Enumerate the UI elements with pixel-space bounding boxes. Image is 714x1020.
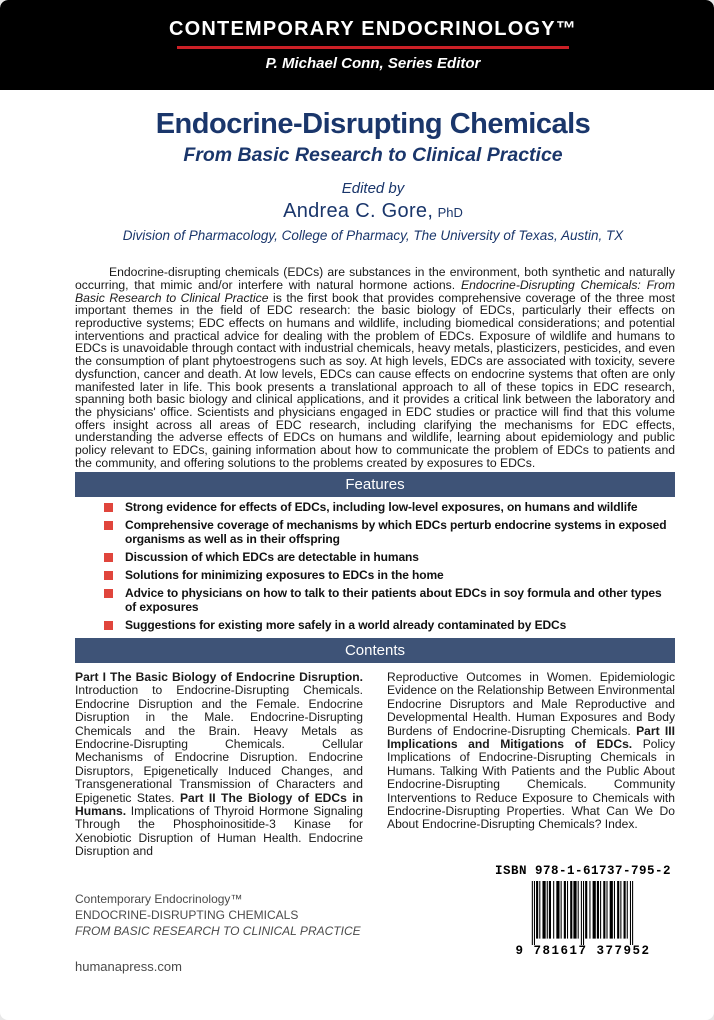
bullet-square-icon [104,553,113,562]
contents-right-column [387,671,675,859]
publisher-website: humanapress.com [75,959,182,974]
text-segment: Endocrine-disrupting chemicals (EDCs) are substances in the environment, both synthetic and naturally occurring, that mimic and/or interfere with natural hormone actions. [75,265,675,292]
editor-name: Andrea C. Gore, [283,200,434,222]
imprint-subtitle-line: FROM BASIC RESEARCH TO CLINICAL PRACTICE [75,924,361,938]
series-header-band [0,0,714,90]
editor-line [32,200,714,223]
feature-item [104,518,669,546]
feature-item [104,568,669,582]
contents-left-column [75,671,363,859]
text-segment: Part III Implications and Mitigations of EDCs. [387,723,675,752]
editor-affiliation: Division of Pharmacology, College of Pharmacy, The University of Texas, Austin, TX [122,228,624,243]
title-block [32,108,714,243]
feature-text: Advice to physicians on how to talk to their patients about EDCs in soy formula and other types of exposures [125,586,662,614]
feature-text: Discussion of which EDCs are detectable in humans [125,550,419,564]
footer-imprint [75,891,361,939]
feature-item [104,550,669,564]
text-segment: is the first book that provides comprehensive coverage of the three most important themes in the field of EDC research: the basic biology of EDCs, particularly their effects on reproductive systems; EDC effects on humans and wildlife, including biomedical considerations; and potential interventions and practical advice for dealing with the problem of EDCs. Exposure of wildlife and humans to EDCs is unavoidable through contact with industrial chemicals, heavy metals, plasticizers, pesticides, and even the consumption of plant phytoestrogens such as soy. At high levels, EDCs are associated with toxicity, severe dysfunction, cancer and death. At low levels, EDCs can cause effects on endocrine systems that often are only manifested later in life. This book presents a translational approach to all of these topics in EDC research, spanning both basic biology and clinical applications, and it provides a critical link between the laboratory and the physicians' office. Scientists and physicians engaged in EDC studies or practice will find that this volume offers insight across all areas of EDC research, including clarifying the mechanisms for EDC effects, understanding the adverse effects of EDCs on humans and wildlife, learning about epidemiology and public policy relevant to EDCs, gaining information about how to communicate the problem of EDCs to patients and the community, and offering solutions to the problems created by exposures to EDCs. [75,290,675,470]
barcode-digits: 9 781617 377952 [515,944,651,958]
bullet-square-icon [104,571,113,580]
feature-item [104,618,669,632]
text-segment: Introduction to Endocrine-Disrupting Chemicals. Endocrine Disruption and the Female. Endocrine Disruption in the Male. Endocrine-Disrupting Chemicals and the Brain. Heavy Metals as Endocrine-Disrupting Chemicals. Cellular Mechanisms of Endocrine Disruption. Endocrine Disruptors, Epigenetically Induced Changes, and Transgenerational Transmission of Characters and Epigenetic States. [75,683,363,805]
bullet-square-icon [104,503,113,512]
edited-by-label: Edited by [341,180,405,197]
feature-item [104,500,669,514]
features-list [104,500,669,636]
imprint-series-line: Contemporary Endocrinology™ [75,892,243,906]
series-rule [177,46,569,49]
text-segment: Part I The Basic Biology of Endocrine Disruption. [75,670,363,684]
text-segment: Reproductive Outcomes in Women. Epidemiologic Evidence on the Relationship Between Environmental Endocrine Disruptors and Male Reproductive and Developmental Health. Human Exposures and Body Burdens of Endocrine-Disrupting Chemicals. [387,670,675,738]
series-title: CONTEMPORARY ENDOCRINOLOGY™ [169,18,577,40]
bullet-square-icon [104,521,113,530]
isbn-label: ISBN 978-1-61737-795-2 [494,864,672,878]
text-segment: Implications of Thyroid Hormone Signaling Through the Phosphoinositide-3 Kinase for Xenobiotic Disruption of Human Health. Endocrine Disruption and [75,804,363,859]
features-section-bar: Features [75,472,675,497]
editor-degree: PhD [437,205,463,220]
barcode [528,881,638,945]
text-segment: Policy Implications of Endocrine-Disrupting Chemicals in Humans. Talking With Patients and the Public About Endocrine-Disrupting Chemicals. Community Interventions to Reduce Exposure to Chemicals with Endocrine-Disrupting Properties. What Can We Do About Endocrine-Disrupting Chemicals? Index. [387,737,675,832]
feature-text: Strong evidence for effects of EDCs, including low-level exposures, on humans and wildlife [125,500,638,514]
book-subtitle: From Basic Research to Clinical Practice [183,144,563,166]
feature-text: Comprehensive coverage of mechanisms by which EDCs perturb endocrine systems in exposed organisms as well as in their offspring [125,518,667,546]
text-segment: Part II The Biology of EDCs in Humans. [75,790,364,819]
book-title: Endocrine-Disrupting Chemicals [155,108,591,140]
description-paragraph [75,266,675,469]
feature-item [104,586,669,614]
isbn-block [480,864,686,958]
bullet-square-icon [104,621,113,630]
bullet-square-icon [104,589,113,598]
feature-text: Suggestions for existing more safely in a world already contaminated by EDCs [125,618,567,632]
feature-text: Solutions for minimizing exposures to EDCs in the home [125,568,444,582]
imprint-title-line: ENDOCRINE-DISRUPTING CHEMICALS [75,908,299,922]
series-editor: P. Michael Conn, Series Editor [265,55,481,72]
text-segment: Endocrine-Disrupting Chemicals: From Basic Research to Clinical Practice [75,277,676,305]
contents-columns [75,671,675,859]
contents-section-bar: Contents [75,638,675,663]
